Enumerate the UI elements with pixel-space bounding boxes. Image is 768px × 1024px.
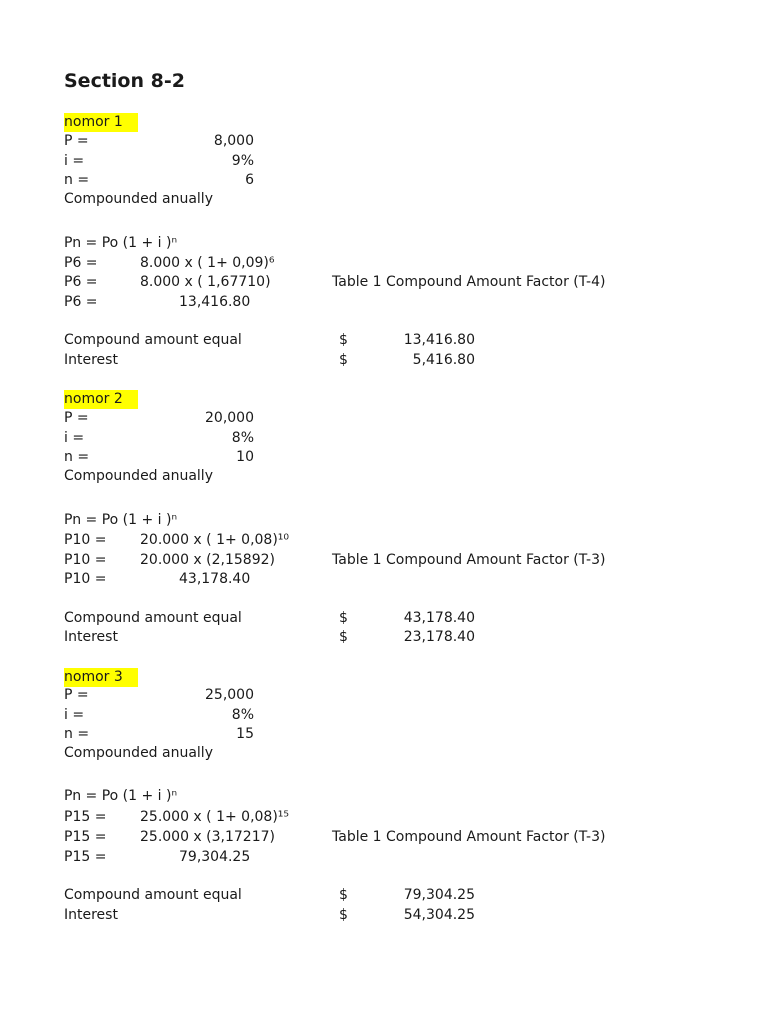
principal-row xyxy=(0,686,768,705)
table-note: Table 1 Compound Amount Factor (T-3) xyxy=(332,829,606,845)
result-label: P15 = xyxy=(64,849,107,865)
problem-heading-row xyxy=(0,113,768,132)
page-title: Section 8-2 xyxy=(64,70,185,92)
interest-value: 23,178.40 xyxy=(403,629,475,645)
currency-sign: $ xyxy=(339,907,348,923)
compounding-row xyxy=(0,744,768,763)
interest-value: 5,416.80 xyxy=(412,352,475,368)
step-label: P15 = xyxy=(64,809,107,825)
compounding-row xyxy=(0,190,768,209)
result-row xyxy=(0,570,768,589)
currency-sign: $ xyxy=(339,610,348,626)
problem-heading: nomor 3 xyxy=(64,669,123,685)
problem-heading-row xyxy=(0,668,768,687)
formula-text: Pn = Po (1 + i )ⁿ xyxy=(64,512,178,528)
currency-sign: $ xyxy=(339,887,348,903)
periods-value: 6 xyxy=(245,172,254,188)
result-value: 79,304.25 xyxy=(179,849,251,865)
rate-label: i = xyxy=(64,430,85,446)
principal-label: P = xyxy=(64,687,89,703)
principal-value: 20,000 xyxy=(205,410,254,426)
interest-label: Interest xyxy=(64,907,118,923)
currency-sign: $ xyxy=(339,352,348,368)
step-value: 8.000 x ( 1+ 0,09)⁶ xyxy=(140,255,275,271)
step-label: P10 = xyxy=(64,552,107,568)
interest-row xyxy=(0,906,768,925)
interest-row xyxy=(0,628,768,647)
step-value: 25.000 x (3,17217) xyxy=(140,829,275,845)
rate-label: i = xyxy=(64,707,85,723)
step-value: 8.000 x ( 1,67710) xyxy=(140,274,271,290)
currency-sign: $ xyxy=(339,629,348,645)
step-value: 20.000 x (2,15892) xyxy=(140,552,275,568)
periods-value: 15 xyxy=(236,726,254,742)
interest-row xyxy=(0,351,768,370)
result-row xyxy=(0,293,768,312)
principal-row xyxy=(0,409,768,428)
step-row xyxy=(0,273,768,292)
step-label: P6 = xyxy=(64,274,98,290)
formula-row xyxy=(0,511,768,530)
periods-label: n = xyxy=(64,726,90,742)
rate-value: 8% xyxy=(231,707,254,723)
rate-row xyxy=(0,706,768,725)
compound-amount-row xyxy=(0,886,768,905)
interest-label: Interest xyxy=(64,352,118,368)
formula-text: Pn = Po (1 + i )ⁿ xyxy=(64,235,178,251)
compound-amount-value: 13,416.80 xyxy=(403,332,475,348)
periods-value: 10 xyxy=(236,449,254,465)
step-value: 25.000 x ( 1+ 0,08)¹⁵ xyxy=(140,809,290,825)
compounding-text: Compounded anually xyxy=(64,468,213,484)
formula-text: Pn = Po (1 + i )ⁿ xyxy=(64,788,178,804)
compound-amount-label: Compound amount equal xyxy=(64,610,242,626)
step-row xyxy=(0,828,768,847)
currency-sign: $ xyxy=(339,332,348,348)
periods-row xyxy=(0,448,768,467)
problem-heading-row xyxy=(0,390,768,409)
problem-heading: nomor 1 xyxy=(64,114,123,130)
step-label: P10 = xyxy=(64,532,107,548)
result-value: 43,178.40 xyxy=(179,571,251,587)
compound-amount-value: 43,178.40 xyxy=(403,610,475,626)
principal-value: 8,000 xyxy=(213,133,254,149)
result-value: 13,416.80 xyxy=(179,294,251,310)
interest-value: 54,304.25 xyxy=(403,907,475,923)
step-row xyxy=(0,254,768,273)
result-row xyxy=(0,848,768,867)
formula-row xyxy=(0,234,768,253)
principal-label: P = xyxy=(64,410,89,426)
compound-amount-value: 79,304.25 xyxy=(403,887,475,903)
table-note: Table 1 Compound Amount Factor (T-3) xyxy=(332,552,606,568)
formula-row xyxy=(0,787,768,806)
step-value: 20.000 x ( 1+ 0,08)¹⁰ xyxy=(140,532,290,548)
step-row xyxy=(0,531,768,550)
problem-heading: nomor 2 xyxy=(64,391,123,407)
principal-value: 25,000 xyxy=(205,687,254,703)
result-label: P6 = xyxy=(64,294,98,310)
principal-row xyxy=(0,132,768,151)
interest-label: Interest xyxy=(64,629,118,645)
compound-amount-label: Compound amount equal xyxy=(64,887,242,903)
rate-value: 8% xyxy=(231,430,254,446)
step-label: P6 = xyxy=(64,255,98,271)
table-note: Table 1 Compound Amount Factor (T-4) xyxy=(332,274,606,290)
step-label: P15 = xyxy=(64,829,107,845)
principal-label: P = xyxy=(64,133,89,149)
rate-label: i = xyxy=(64,153,85,169)
compound-amount-label: Compound amount equal xyxy=(64,332,242,348)
compound-amount-row xyxy=(0,609,768,628)
step-row xyxy=(0,551,768,570)
rate-row xyxy=(0,152,768,171)
compound-amount-row xyxy=(0,331,768,350)
periods-row xyxy=(0,171,768,190)
periods-label: n = xyxy=(64,172,90,188)
rate-value: 9% xyxy=(231,153,254,169)
rate-row xyxy=(0,429,768,448)
periods-row xyxy=(0,725,768,744)
result-label: P10 = xyxy=(64,571,107,587)
compounding-text: Compounded anually xyxy=(64,745,213,761)
compounding-row xyxy=(0,467,768,486)
compounding-text: Compounded anually xyxy=(64,191,213,207)
step-row xyxy=(0,808,768,827)
periods-label: n = xyxy=(64,449,90,465)
